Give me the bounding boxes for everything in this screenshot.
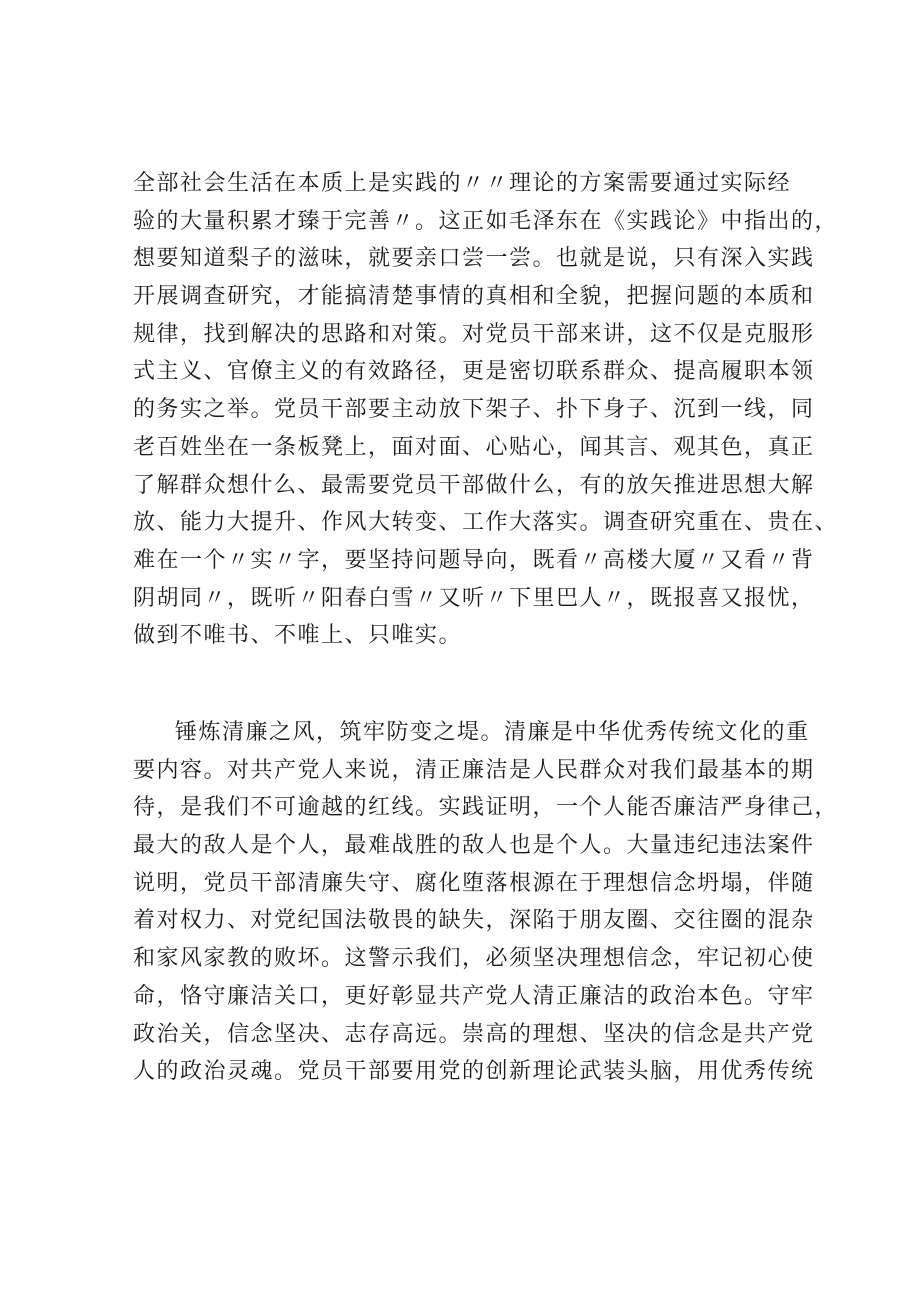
text-line: 说明，党员干部清廉失守、腐化堕落根源在于理想信念坍塌，伴随 (133, 870, 815, 896)
text-line: 要内容。对共产党人来说，清正廉洁是人民群众对我们最基本的期 (133, 757, 815, 783)
text-line: 政治关，信念坚决、志存高远。崇高的理想、坚决的信念是共产党 (133, 1021, 815, 1047)
text-line: 验的大量积累才臻于完善〃。这正如毛泽东在《实践论》中指出的， (133, 208, 839, 234)
text-line: 式主义、官僚主义的有效路径，更是密切联系群众、提高履职本领 (133, 359, 815, 385)
text-line: 最大的敌人是个人，最难战胜的敌人也是个人。大量违纪违法案件 (133, 833, 815, 859)
text-line: 命，恪守廉洁关口，更好彰显共产党人清正廉洁的政治本色。守牢 (133, 983, 815, 1009)
text-line: 了解群众想什么、最需要党员干部做什么，有的放矢推进思想大解 (133, 472, 815, 498)
paragraph-integrity (133, 714, 839, 1091)
text-line: 阴胡同〃，既听〃阳春白雪〃又听〃下里巴人〃，既报喜又报忧， (133, 585, 815, 611)
text-line: 放、能力大提升、作风大转变、工作大落实。调查研究重在、贵在、 (133, 510, 839, 536)
text-line: 和家风家教的败坏。这警示我们，必须坚决理想信念，牢记初心使 (133, 946, 815, 972)
text-line: 人的政治灵魂。党员干部要用党的创新理论武装头脑，用优秀传统 (133, 1059, 815, 1085)
text-line: 待，是我们不可逾越的红线。实践证明，一个人能否廉洁严身律己， (133, 795, 839, 821)
text-line: 的务实之举。党员干部要主动放下架子、扑下身子、沉到一线，同 (133, 397, 815, 423)
text-line: 难在一个〃实〃字，要坚持问题导向，既看〃高楼大厦〃又看〃背 (133, 547, 815, 573)
text-line: 做到不唯书、不唯上、只唯实。 (133, 623, 463, 649)
text-line: 想要知道梨子的滋味，就要亲口尝一尝。也就是说，只有深入实践 (133, 246, 815, 272)
text-line: 开展调查研究，才能搞清楚事情的真相和全貌，把握问题的本质和 (133, 284, 815, 310)
text-line-first: 锤炼清廉之风，筑牢防变之堤。清廉是中华优秀传统文化的重 (175, 720, 810, 745)
paragraph-practice (133, 165, 839, 655)
text-line: 着对权力、对党纪国法敬畏的缺失，深陷于朋友圈、交往圈的混杂 (133, 908, 815, 934)
text-line: 全部社会生活在本质上是实践的〃〃理论的方案需要通过实际经 (133, 171, 792, 196)
text-line: 规律，找到解决的思路和对策。对党员干部来讲，这不仅是克服形 (133, 321, 815, 347)
text-line: 老百姓坐在一条板凳上，面对面、心贴心，闻其言、观其色，真正 (133, 434, 815, 460)
